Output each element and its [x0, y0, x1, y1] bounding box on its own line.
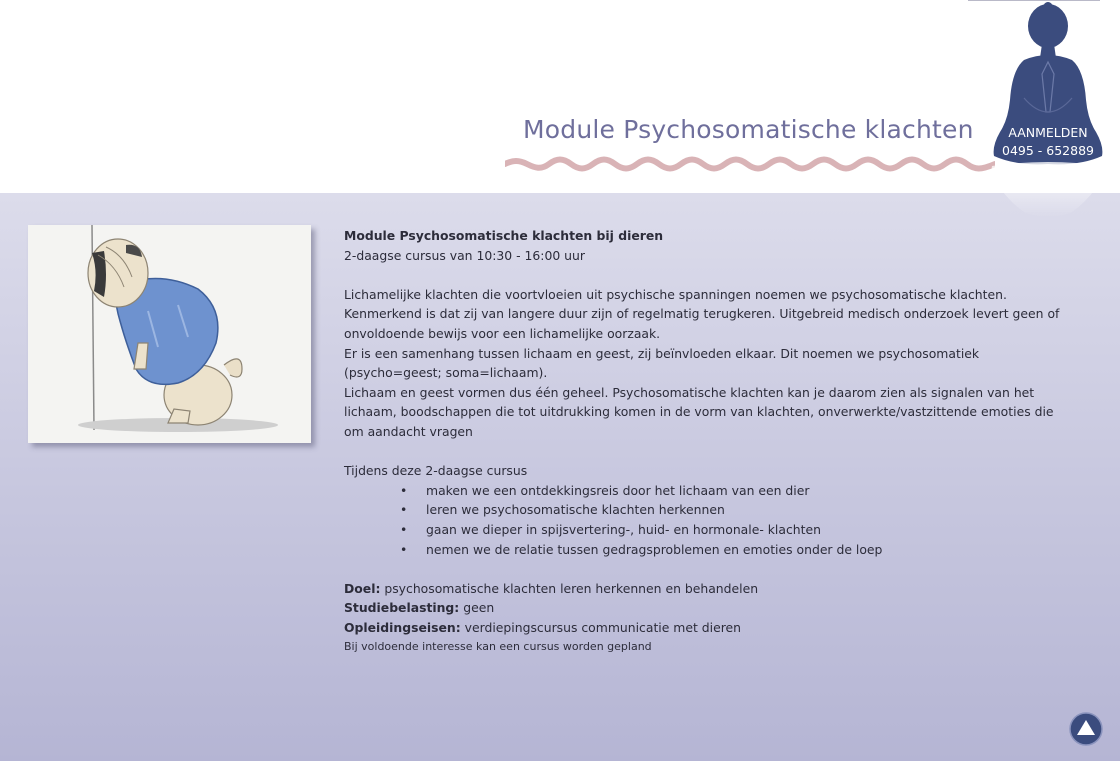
pug-drawing: [28, 225, 311, 443]
intro-paragraph: Er is een samenhang tussen lichaam en geest, zij beïnvloeden elkaar. Dit noemen we psychosomatiek (psycho=geest; soma=lichaam).: [344, 345, 980, 381]
intro-paragraph: Kenmerkend is dat zij van langere duur zijn of regelmatig terugkeren. Uitgebreid medisch onderzoek levert geen of onvoldoende bewijs voor een lichamelijke oorzaak.: [344, 306, 1060, 341]
course-topics-list: [344, 481, 1064, 559]
planning-note: Bij voldoende interesse kan een cursus worden gepland: [344, 640, 652, 654]
detail-label: Opleidingseisen:: [344, 619, 461, 635]
buddha-reflection: [990, 162, 1106, 222]
list-item-text: leren we psychosomatische klachten herkennen: [426, 502, 725, 518]
course-description: [344, 226, 1064, 657]
signup-phone: 0495 - 652889: [1002, 143, 1094, 158]
detail-label: Doel:: [344, 580, 381, 596]
intro-paragraph: Lichaam en geest vormen dus één geheel. Psychosomatische klachten kan je daarom zien als signalen van het lichaam, boodschappen die tot uitdrukking komen in de vorm van klachten, onverwerkte/vastzittende emoties die om aandacht vragen: [344, 384, 1054, 439]
bullet: •: [400, 482, 408, 498]
bullet: •: [400, 541, 408, 557]
detail-study-load: [344, 598, 1064, 618]
list-item: [344, 500, 1064, 520]
list-item-text: nemen we de relatie tussen gedragsproblemen en emoties onder de loep: [426, 541, 883, 557]
detail-label: Studiebelasting:: [344, 600, 460, 616]
detail-requirements: [344, 618, 1064, 638]
bullet: •: [400, 502, 408, 518]
list-item: [344, 481, 1064, 501]
detail-value: psychosomatische klachten leren herkennen en behandelen: [384, 580, 759, 596]
list-item: [344, 520, 1064, 540]
detail-value: geen: [463, 600, 495, 616]
course-heading: Module Psychosomatische klachten bij dieren: [344, 228, 664, 243]
list-intro: Tijdens deze 2-daagse cursus: [344, 463, 528, 479]
list-item-text: gaan we dieper in spijsvertering-, huid- en hormonale- klachten: [426, 521, 821, 537]
detail-value: verdiepingscursus communicatie met dieren: [464, 619, 742, 635]
page-title: Module Psychosomatische klachten: [523, 115, 974, 144]
list-item-text: maken we een ontdekkingsreis door het lichaam van een dier: [426, 482, 810, 498]
course-schedule: 2-daagse cursus van 10:30 - 16:00 uur: [344, 247, 585, 263]
bullet: •: [400, 521, 408, 537]
wave-divider-icon: [505, 152, 995, 176]
pug-illustration: [28, 225, 311, 443]
list-item: [344, 540, 1064, 560]
intro-paragraph: Lichamelijke klachten die voortvloeien uit psychische spanningen noemen we psychosomatische klachten.: [344, 286, 1007, 302]
detail-goal: [344, 579, 1064, 599]
signup-label: AANMELDEN: [1008, 125, 1088, 140]
arrow-up-icon[interactable]: [1069, 712, 1103, 746]
signup-link[interactable]: [990, 124, 1106, 160]
